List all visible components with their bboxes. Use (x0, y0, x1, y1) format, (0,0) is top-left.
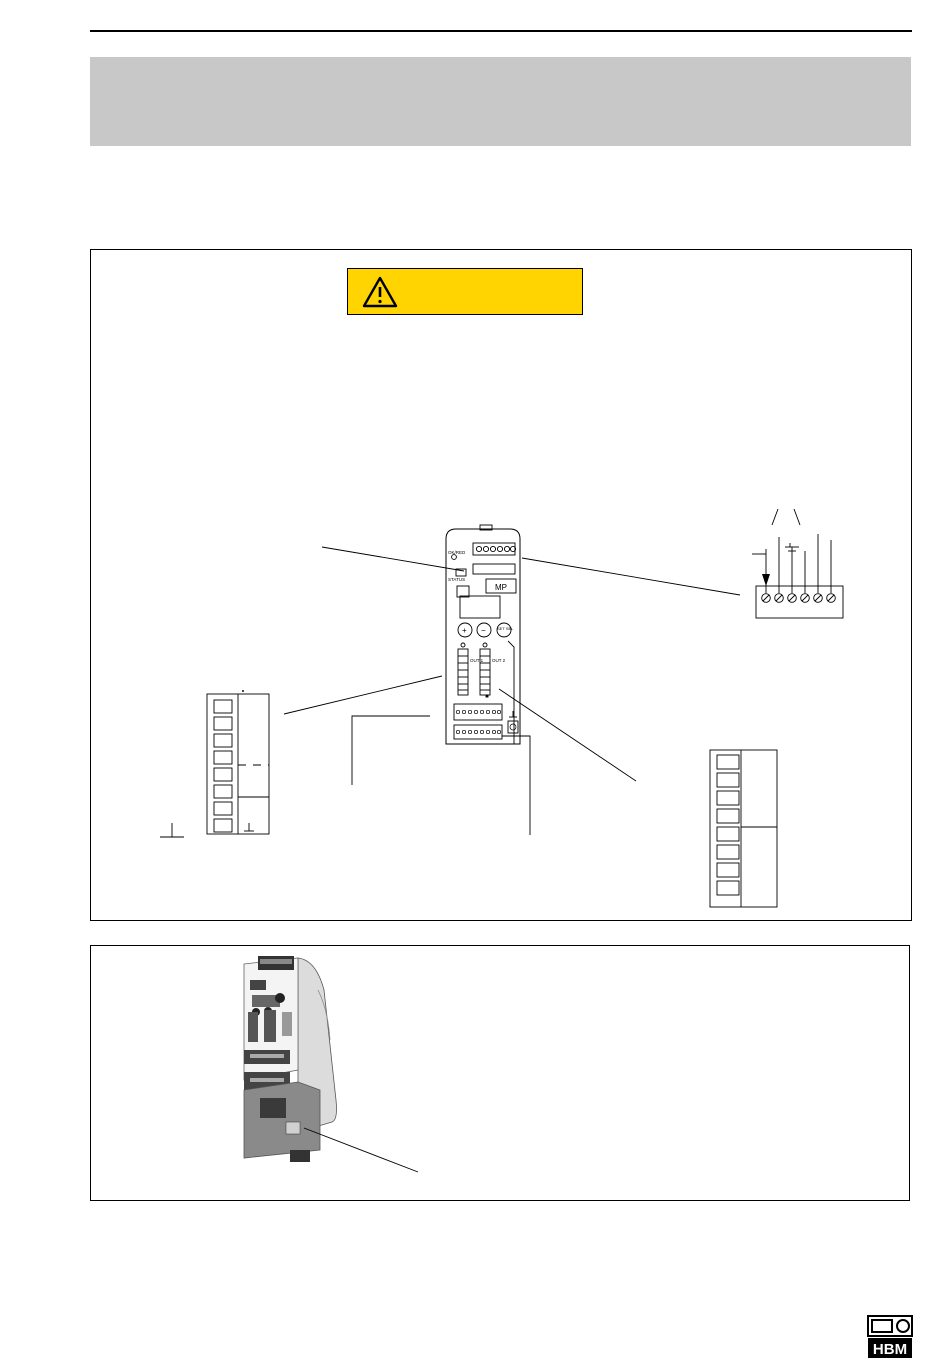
leader-terminal-lower (502, 736, 530, 835)
leader-status-led (322, 547, 464, 571)
module-3d-view (220, 950, 430, 1180)
hbm-logo (867, 1315, 915, 1361)
out1-label: OUT 1 (470, 658, 484, 663)
set-sel-label: SET SEL (497, 626, 514, 631)
out2-label: OUT 2 (492, 658, 506, 663)
brand-wordmark: HBM (872, 1341, 908, 1358)
wiring-diagram (90, 249, 912, 921)
model-label: MP (495, 583, 507, 592)
status-label: STATUS (448, 577, 466, 582)
mounting-view-frame (90, 945, 910, 1201)
plus-key-label: + (462, 626, 467, 635)
out1-pin-table (160, 691, 269, 838)
top-rule (90, 30, 912, 32)
leader-ground-screw (304, 1128, 418, 1172)
minus-key-label: − (481, 626, 486, 635)
leader-power-connector (522, 558, 740, 595)
power-terminal-block (752, 509, 843, 618)
arrow-icon (762, 574, 770, 586)
leader-out1-connector (284, 676, 442, 714)
header-band (90, 57, 911, 146)
leader-terminal-upper (352, 716, 430, 785)
out2-pin-table (710, 750, 777, 907)
ok-red-label: OK/RED (448, 550, 466, 555)
